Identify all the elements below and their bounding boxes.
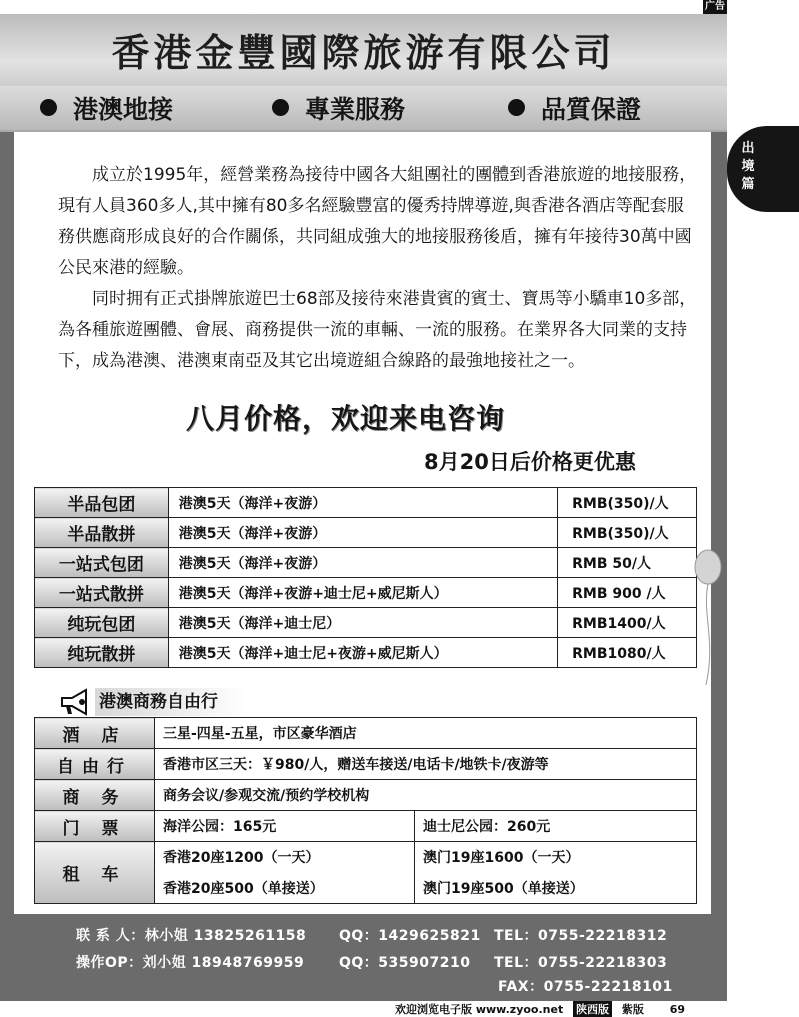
contact-qq: QQ：1429625821 (339, 928, 481, 944)
tagline-item (272, 90, 405, 126)
table-row (35, 749, 697, 780)
contact-qq: QQ：535907210 (339, 955, 471, 971)
row-value: 商务会议/参观交流/预约学校机构 (155, 780, 697, 811)
table-row (35, 518, 697, 548)
package-price: RMB1080/人 (558, 638, 697, 668)
intro-paragraph: 成立於1995年，經營業務為接待中國各大組團社的團體到香港旅遊的地接服務，現有人員360多人,其中擁有80多名經驗豐富的優秀持牌導遊,與香港各酒店等配套服務供應商形成良好的合作關係，共同組成強大的地接服務後盾，擁有年接待30萬中國公民來港的經驗。 (58, 165, 697, 278)
tagline-item (40, 90, 173, 126)
package-route: 港澳5天（海洋+夜游） (168, 548, 557, 578)
tagline-text: 專業服務 (305, 95, 406, 124)
tagline-text: 港澳地接 (73, 95, 174, 124)
table-row (35, 780, 697, 811)
table-row (35, 811, 697, 842)
row-value: 迪士尼公园：260元 (415, 811, 697, 842)
contact-tel: TEL：0755-22218312 (494, 928, 668, 944)
bullet-icon (40, 99, 57, 116)
package-name: 半品包团 (35, 488, 169, 518)
biz-table (34, 717, 697, 904)
package-name: 纯玩散拼 (35, 638, 169, 668)
side-tab-label: 出境篇 (741, 141, 755, 192)
table-row (35, 638, 697, 668)
row-value: 三星-四星-五星，市区豪华酒店 (155, 718, 697, 749)
megaphone-icon (58, 688, 94, 716)
bullet-icon (508, 99, 525, 116)
footer-brand: 陕西版 (573, 1001, 612, 1017)
intro-paragraph: 同时拥有正式掛牌旅遊巴士68部及接待來港貴賓的賓士、寶馬等小驕車10多部，為各種旅遊團體、會展、商務提供一流的車輛、一流的服務。在業界各大同業的支持下，成為港澳、港澳東南亞及其它出境遊組合線路的最強地接社之一。 (58, 289, 697, 371)
row-value: 香港20座1200（一天） (155, 842, 415, 873)
biz-section-title: 港澳商務自由行 (95, 688, 248, 716)
package-name: 纯玩包团 (35, 608, 169, 638)
table-row (35, 488, 697, 518)
package-name: 一站式包团 (35, 548, 169, 578)
package-price: RMB(350)/人 (558, 488, 697, 518)
page-number: 69 (669, 1003, 686, 1016)
footer-edition: 紫版 (621, 1003, 644, 1016)
contact-person: 联 系 人：林小姐 13825261158 (76, 928, 307, 944)
contact-person: 操作OP：刘小姐 18948769959 (76, 955, 305, 971)
price-table (34, 487, 697, 668)
footer (395, 1001, 795, 1017)
package-route: 港澳5天（海洋+迪士尼+夜游+威尼斯人） (168, 638, 557, 668)
row-value: 香港市区三天：￥980/人，赠送车接送/电话卡/地铁卡/夜游等 (155, 749, 697, 780)
footer-site: 欢迎浏览电子版 www.zyoo.net (395, 1003, 564, 1016)
contact-fax: FAX：0755-22218101 (498, 979, 673, 995)
row-label: 自由行 (35, 749, 155, 780)
promo-subline: 8月20日后价格更优惠 (424, 450, 636, 474)
bullet-icon (272, 99, 289, 116)
row-label: 酒 店 (35, 718, 155, 749)
row-value: 香港20座500（单接送） (155, 873, 415, 904)
row-value: 澳门19座1600（一天） (415, 842, 697, 873)
package-name: 半品散拼 (35, 518, 169, 548)
table-row (35, 548, 697, 578)
promo-headline: 八月价格，欢迎来电咨询 (186, 402, 506, 435)
package-route: 港澳5天（海洋+夜游+迪士尼+威尼斯人） (168, 578, 557, 608)
package-route: 港澳5天（海洋+夜游） (168, 488, 557, 518)
tagline-item (508, 90, 641, 126)
package-price: RMB 50/人 (558, 548, 697, 578)
balloon-icon (692, 545, 724, 695)
contact-tel: TEL：0755-22218303 (494, 955, 668, 971)
row-label: 租 车 (35, 842, 155, 904)
ad-tag: 广告 (705, 1, 725, 12)
intro-text (58, 160, 698, 377)
company-title: 香港金豐國際旅游有限公司 (111, 31, 616, 75)
row-value: 海洋公园：165元 (155, 811, 415, 842)
package-price: RMB1400/人 (558, 608, 697, 638)
package-name: 一站式散拼 (35, 578, 169, 608)
package-route: 港澳5天（海洋+迪士尼） (168, 608, 557, 638)
package-price: RMB(350)/人 (558, 518, 697, 548)
table-row (35, 842, 697, 873)
row-label: 商 务 (35, 780, 155, 811)
row-value: 澳门19座500（单接送） (415, 873, 697, 904)
tagline-text: 品質保證 (541, 95, 642, 124)
table-row (35, 578, 697, 608)
table-row (35, 608, 697, 638)
row-label: 门 票 (35, 811, 155, 842)
table-row (35, 718, 697, 749)
package-route: 港澳5天（海洋+夜游） (168, 518, 557, 548)
package-price: RMB 900 /人 (558, 578, 697, 608)
